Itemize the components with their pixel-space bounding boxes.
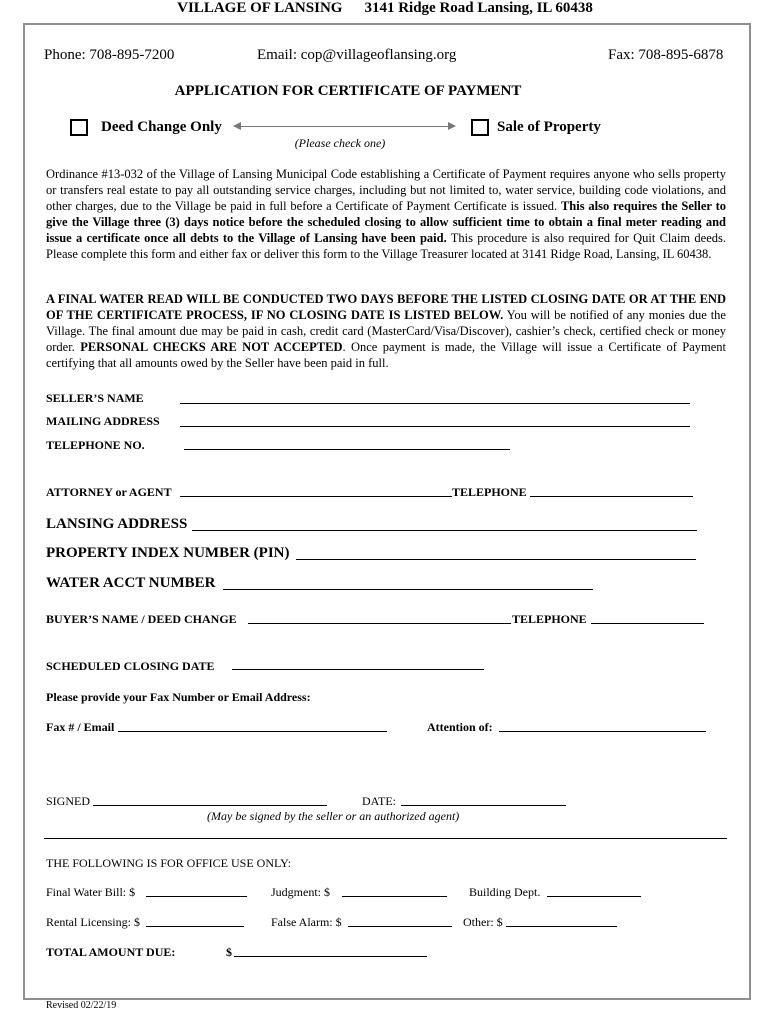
- pin-label: PROPERTY INDEX NUMBER (PIN): [46, 545, 290, 561]
- judgment-label: Judgment: $: [271, 885, 330, 899]
- total-amount-label: TOTAL AMOUNT DUE:: [46, 945, 176, 959]
- building-dept-label: Building Dept.: [469, 885, 541, 899]
- personal-checks-text: PERSONAL CHECKS ARE NOT ACCEPTED: [80, 340, 343, 354]
- buyer-telephone-field[interactable]: [591, 623, 704, 624]
- building-dept-field[interactable]: [547, 896, 641, 897]
- lansing-address-label: LANSING ADDRESS: [46, 516, 188, 532]
- water-read-paragraph: [46, 291, 726, 371]
- deed-change-label: Deed Change Only: [101, 119, 222, 135]
- false-alarm-field[interactable]: [348, 926, 452, 927]
- sale-property-checkbox[interactable]: [471, 119, 489, 136]
- form-title: APPLICATION FOR CERTIFICATE OF PAYMENT: [174, 83, 522, 99]
- revised-date: Revised 02/22/19: [46, 1000, 117, 1011]
- page-header: [0, 0, 770, 17]
- false-alarm-label: False Alarm: $: [271, 915, 342, 929]
- telephone-field[interactable]: [184, 449, 510, 450]
- buyer-field[interactable]: [248, 623, 511, 624]
- final-water-bill-label: Final Water Bill: $: [46, 885, 136, 899]
- attention-field[interactable]: [499, 731, 706, 732]
- telephone-label: TELEPHONE NO.: [46, 438, 145, 452]
- mailing-address-label: MAILING ADDRESS: [46, 414, 160, 428]
- signature-field[interactable]: [93, 805, 327, 806]
- buyer-label: BUYER’S NAME / DEED CHANGE: [46, 612, 237, 626]
- closing-date-label: SCHEDULED CLOSING DATE: [46, 659, 215, 673]
- other-label: Other: $: [463, 915, 503, 929]
- date-label: DATE:: [362, 794, 396, 808]
- fax-email-label: Fax # / Email: [46, 720, 115, 734]
- village-address: 3141 Ridge Road Lansing, IL 60438: [364, 0, 593, 16]
- water-read-bold-text: A FINAL WATER READ WILL BE CONDUCTED TWO DAYS BEFORE THE LISTED CLOSING DATE OR AT THE END OF THE CERTIFICATE PROCESS, IF NO CLOSING DATE IS LISTED BELOW.: [46, 292, 726, 322]
- other-field[interactable]: [506, 926, 617, 927]
- ordinance-text-end: This procedure is also required for Quit Claim deeds. Please complete this form and either fax or deliver this form to the Village Treasurer located at 3141 Ridge Road, Lansing, IL 60438.: [46, 231, 726, 261]
- divider: [44, 838, 727, 839]
- buyer-telephone-label: TELEPHONE: [512, 612, 587, 626]
- provide-contact-text: Please provide your Fax Number or Email Address:: [46, 690, 311, 704]
- ordinance-paragraph: [46, 166, 726, 262]
- deed-change-checkbox[interactable]: [70, 119, 88, 136]
- signed-note: (May be signed by the seller or an authorized agent): [207, 809, 460, 823]
- email-text: Email: cop@villageoflansing.org: [257, 47, 457, 63]
- closing-date-field[interactable]: [232, 669, 484, 670]
- village-name: VILLAGE OF LANSING: [177, 0, 343, 16]
- rental-licensing-field[interactable]: [146, 926, 244, 927]
- lansing-address-field[interactable]: [192, 530, 697, 531]
- water-acct-label: WATER ACCT NUMBER: [46, 575, 216, 591]
- seller-name-label: SELLER’S NAME: [46, 391, 144, 405]
- total-amount-field[interactable]: [234, 956, 427, 957]
- arrow-line: [239, 126, 449, 127]
- final-water-bill-field[interactable]: [146, 896, 247, 897]
- water-read-text-end: . Once payment is made, the Village will issue a Certificate of Payment certifying that all amounts owed by the Seller have been paid in full.: [46, 340, 727, 370]
- right-arrow-icon: [448, 122, 456, 130]
- attorney-telephone-label: TELEPHONE: [452, 485, 527, 499]
- mailing-address-field[interactable]: [180, 426, 690, 427]
- attention-label: Attention of:: [427, 720, 493, 734]
- fax-text: Fax: 708-895-6878: [608, 47, 724, 63]
- ordinance-bold-text: This also requires the Seller to give the Village three (3) days notice before the scheduled closing to allow sufficient time to obtain a final meter reading and issue a certificate once all debts to the Village of Lansing have been paid.: [46, 199, 727, 245]
- attorney-field[interactable]: [180, 496, 452, 497]
- check-one-hint: (Please check one): [294, 136, 386, 150]
- total-dollar-sign: $: [226, 945, 232, 959]
- date-field[interactable]: [401, 805, 566, 806]
- fax-email-field[interactable]: [118, 731, 387, 732]
- pin-field[interactable]: [296, 559, 696, 560]
- office-use-heading: THE FOLLOWING IS FOR OFFICE USE ONLY:: [46, 856, 292, 870]
- judgment-field[interactable]: [342, 896, 447, 897]
- water-read-text: You will be notified of any monies due the Village. The final amount due may be paid in cash, credit card (MasterCard/Visa/Discover), cashier’s check, certified check or money order.: [46, 308, 726, 354]
- water-acct-field[interactable]: [223, 589, 593, 590]
- rental-licensing-label: Rental Licensing: $: [46, 915, 140, 929]
- signed-label: SIGNED: [46, 794, 90, 808]
- seller-name-field[interactable]: [180, 403, 690, 404]
- ordinance-text: Ordinance #13-032 of the Village of Lansing Municipal Code establishing a Certificate of Payment requires anyone who sells property or transfers real estate to pay all outstanding service charges, including but not limited to, water service, building code violations, and other charges, due to the Village be paid in full before a Certificate of Payment Certificate is issued.: [46, 167, 726, 213]
- attorney-label: ATTORNEY or AGENT: [46, 485, 172, 499]
- attorney-telephone-field[interactable]: [530, 496, 693, 497]
- phone-text: Phone: 708-895-7200: [44, 47, 175, 63]
- sale-property-label: Sale of Property: [497, 119, 601, 135]
